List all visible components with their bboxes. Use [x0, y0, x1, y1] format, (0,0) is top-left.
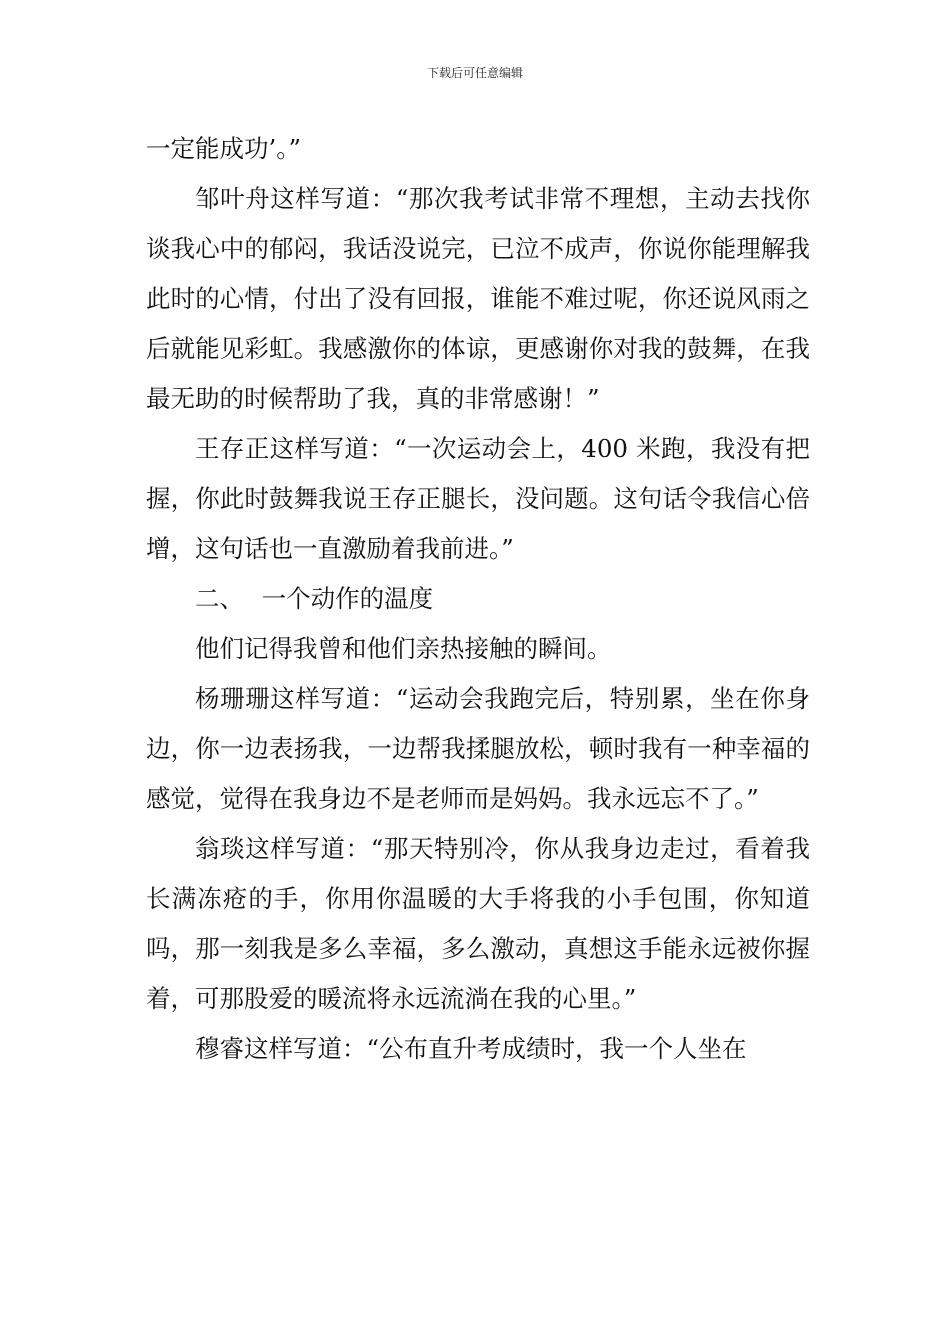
paragraph-7: 穆睿这样写道：“公布直升考成绩时，我一个人坐在 — [195, 1034, 747, 1063]
paragraph-1: 一定能成功’。” — [146, 134, 302, 163]
paragraph-5: 杨珊珊这样写道：“运动会我跑完后，特别累，坐在你身边，你一边表扬我，一边帮我揉腿放松，顿时我有一种幸福的感觉，觉得在我身边不是老师而是妈妈。我永远忘不了。” — [146, 684, 810, 813]
paragraph-4: 他们记得我曾和他们亲热接触的瞬间。 — [195, 634, 612, 663]
paragraph-2: 邹叶舟这样写道：“那次我考试非常不理想，主动去找你谈我心中的郁闷，我话没说完，已泣不成声，你说你能理解我此时的心情，付出了没有回报，谁能不难过呢，你还说风雨之后就能见彩虹。我感激你的体谅，更感谢你对我的鼓舞，在我最无助的时候帮助了我，真的非常感谢！” — [146, 184, 810, 413]
paragraph-3: 王存正这样写道：“一次运动会上，400 米跑，我没有把握，你此时鼓舞我说王存正腿长，没问题。这句话令我信心倍增，这句话也一直激励着我前进。” — [146, 434, 810, 563]
document-body — [146, 124, 810, 1074]
paragraph-6: 翁琰这样写道：“那天特别冷，你从我身边走过，看着我长满冻疮的手，你用你温暖的大手将我的小手包围，你知道吗，那一刻我是多么幸福，多么激动，真想这手能永远被你握着，可那股爱的暖流将永远流淌在我的心里。” — [146, 834, 810, 1013]
page-header: 下载后可任意编辑 — [426, 66, 523, 80]
section-heading: 二、 一个动作的温度 — [195, 584, 434, 613]
